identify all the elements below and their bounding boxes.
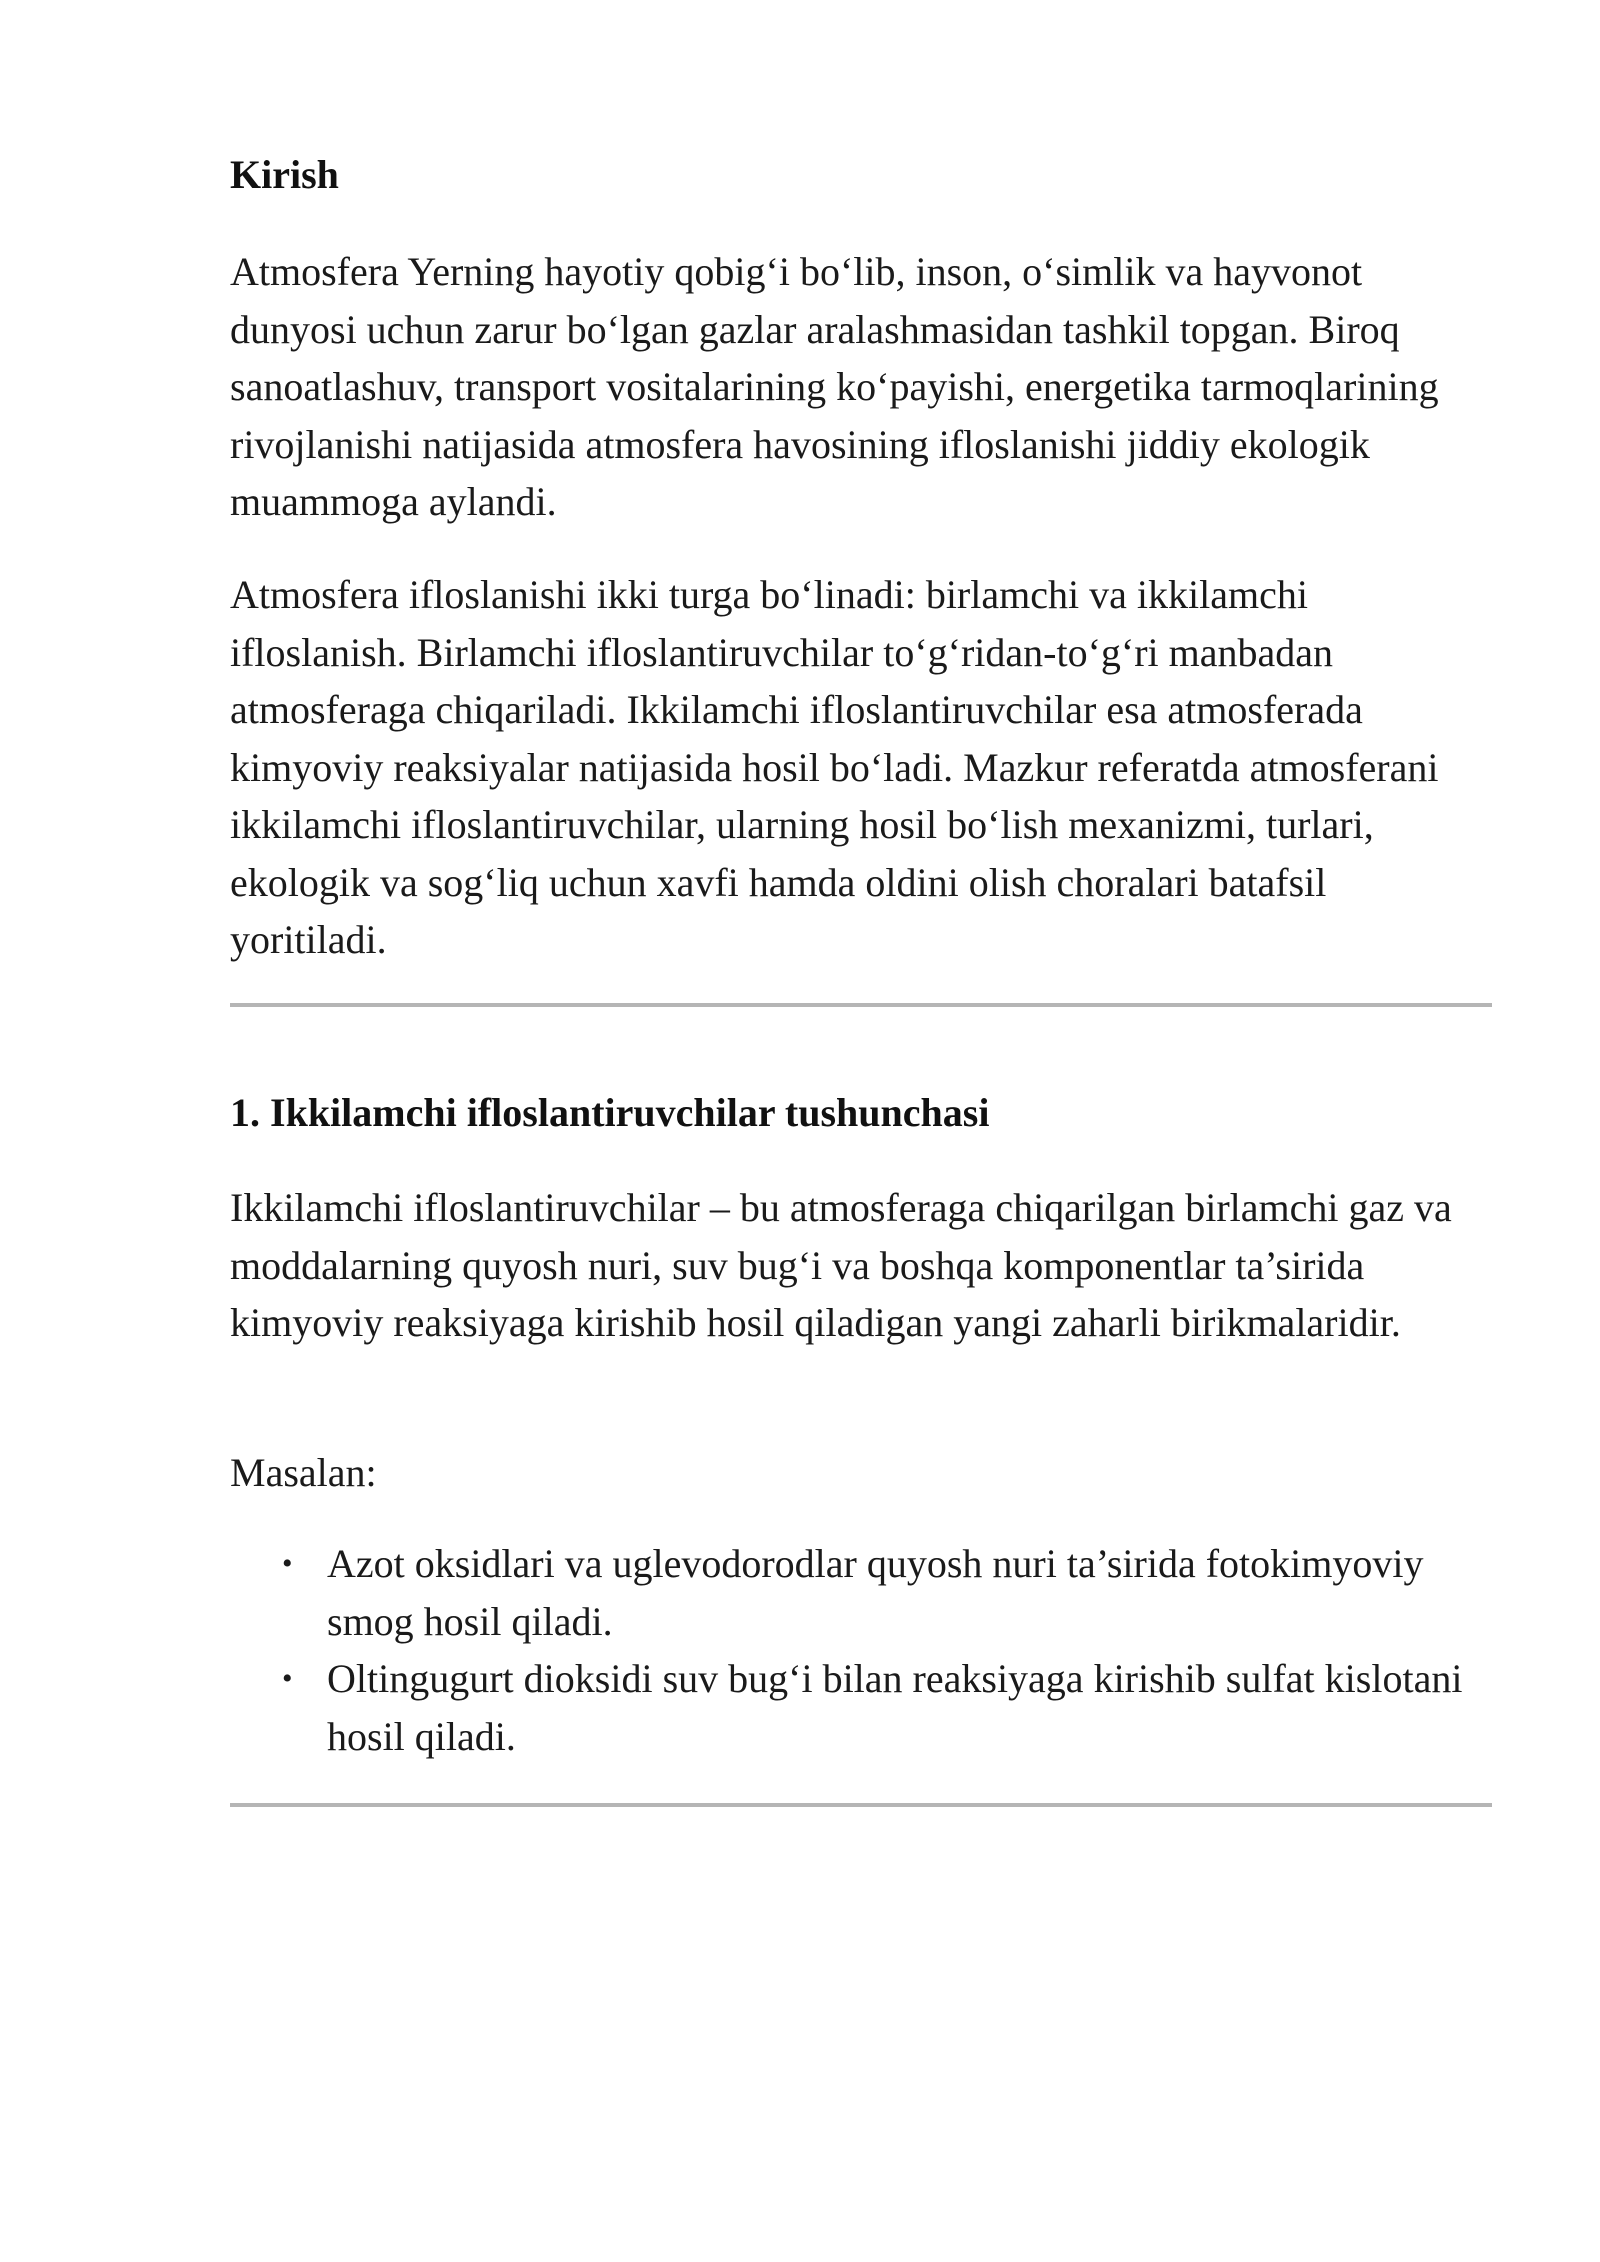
list-item-text: Azot oksidlari va uglevodorodlar quyosh nuri ta’sirida fotokimyoviy smog hosil qiladi. bbox=[327, 1541, 1424, 1644]
section-divider bbox=[230, 1803, 1492, 1807]
section-1-paragraph: Ikkilamchi ifloslantiruvchilar – bu atmosferaga chiqarilgan birlamchi gaz va moddalarning quyosh nuri, suv bug‘i va boshqa komponentlar ta’sirida kimyoviy reaksiyaga kirishib hosil qiladigan yangi zaharli birikmalaridir. bbox=[230, 1185, 1452, 1345]
section-1-heading: 1. Ikkilamchi ifloslantiruvchilar tushunchasi bbox=[230, 1090, 990, 1135]
bullet-icon: • bbox=[282, 1662, 293, 1695]
example-list bbox=[230, 1535, 1492, 1765]
bullet-icon: • bbox=[282, 1547, 293, 1580]
list-item bbox=[230, 1650, 1492, 1765]
list-item-text: Oltingugurt dioksidi suv bug‘i bilan reaksiyaga kirishib sulfat kislotani hosil qiladi. bbox=[327, 1656, 1463, 1759]
intro-paragraph-2: Atmosfera ifloslanishi ikki turga bo‘linadi: birlamchi va ikkilamchi ifloslanish. Birlamchi ifloslantiruvchilar to‘g‘ridan-to‘g‘ri manbadan atmosferaga chiqariladi. Ikkilamchi ifloslantiruvchilar esa atmosferada kimyoviy reaksiyalar natijasida hosil bo‘ladi. Mazkur referatda atmosferani ikkilamchi ifloslantiruvchilar, ularning hosil bo‘lish mexanizmi, turlari, ekologik va sog‘liq uchun xavfi hamda oldini olish choralari batafsil yoritiladi. bbox=[230, 572, 1439, 962]
section-divider bbox=[230, 1003, 1492, 1007]
intro-paragraph-1: Atmosfera Yerning hayotiy qobig‘i bo‘lib, inson, o‘simlik va hayvonot dunyosi uchun zarur bo‘lgan gazlar aralashmasidan tashkil topgan. Biroq sanoatlashuv, transport vositalarining ko‘payishi, energetika tarmoqlarining rivojlanishi natijasida atmosfera havosining ifloslanishi jiddiy ekologik muammoga aylandi. bbox=[230, 249, 1439, 524]
list-item bbox=[230, 1535, 1492, 1650]
example-label: Masalan: bbox=[230, 1450, 377, 1495]
intro-heading: Kirish bbox=[230, 152, 339, 197]
